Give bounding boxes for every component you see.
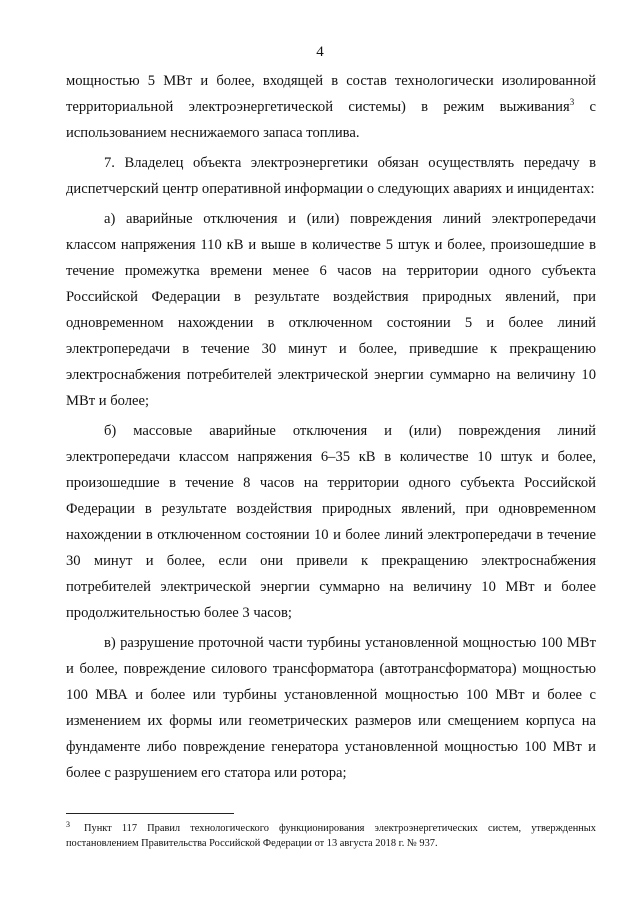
paragraph-text: мощностью 5 МВт и более, входящей в состав технологически изолированной территориальной электроэнергетической системы) в режим выживания [66,73,596,115]
footnote-divider [66,813,234,814]
document-body [66,68,596,790]
footnote [66,821,596,851]
page-number: 4 [316,44,324,60]
paragraph-subitem-a: а) аварийные отключения и (или) повреждения линий электропередачи классом напряжения 110 кВ и выше в количестве 5 штук и более, произошедшие в течение промежутка времени менее 6 часов на территории одного субъекта Российской Федерации в результате воздействия природных явлений, при одновременном нахождении в отключенном состоянии 5 и более линий электропередачи в течение 30 минут и более, приведшие к прекращению электроснабжения потребителей электрической энергии суммарно на величину 10 МВт и более; [66,211,596,409]
footnote-reference[interactable]: 3 [569,97,575,108]
paragraph-item-7: 7. Владелец объекта электроэнергетики обязан осуществлять передачу в диспетчерский центр оперативной информации о следующих авариях и инцидентах: [66,155,596,197]
footnote-text: Пункт 117 Правил технологического функционирования электроэнергетических систем, утвержденных постановлением Правительства Российской Федерации от 13 августа 2018 г. № 937. [66,823,596,849]
paragraph-text-after: с использованием неснижаемого запаса топлива. [66,99,596,141]
footnote-mark: 3 [66,819,70,829]
paragraph-subitem-b: б) массовые аварийные отключения и (или) повреждения линий электропередачи классом напряжения 6–35 кВ в количестве 10 штук и более, произошедшие в течение 8 часов на территории одного субъекта Российской Федерации в результате воздействия природных явлений, при одновременном нахождении в отключенном состоянии 10 и более линий электропередачи в течение 30 минут и более, если они привели к прекращению электроснабжения потребителей электрической энергии суммарно на величину 10 МВт и более продолжительностью более 3 часов; [66,423,596,621]
paragraph-subitem-v: в) разрушение проточной части турбины установленной мощностью 100 МВт и более, повреждение силового трансформатора (автотрансформатора) мощностью 100 МВА и более или турбины установленной мощностью 100 МВт и более с изменением их формы или геометрических размеров или смещением корпуса на фундаменте либо повреждение генератора установленной мощностью 100 МВт и более с разрушением его статора или ротора; [66,635,596,781]
paragraph-continuation [66,68,596,146]
